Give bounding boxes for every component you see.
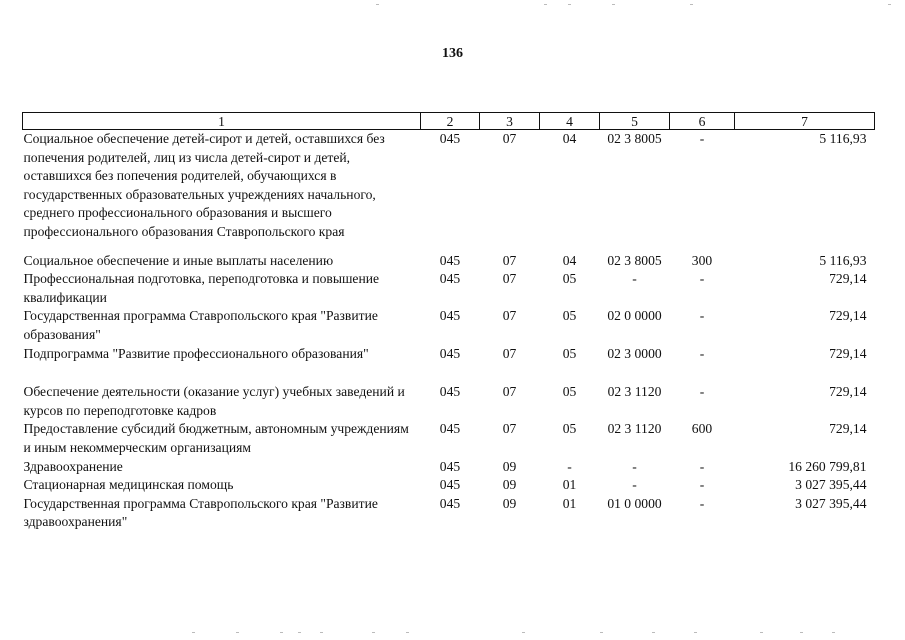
row-code-subsection: - <box>567 458 572 474</box>
header-col-2: 2 <box>421 113 480 130</box>
row-code-section: 07 <box>502 308 517 324</box>
header-col-7: 7 <box>735 113 875 130</box>
budget-table <box>22 112 875 532</box>
row-code-target: 02 3 1120 <box>607 384 662 400</box>
row-name: Предоставление субсидий бюджетным, автономным учреждениям и иным некоммерческим организациям <box>23 421 409 455</box>
row-code-expense-type: - <box>699 477 705 493</box>
row-code-section: 07 <box>502 345 517 361</box>
row-amount: 729,14 <box>829 421 867 437</box>
table-row <box>23 476 875 495</box>
row-code-target: 01 0 0000 <box>607 495 662 511</box>
row-name: Государственная программа Ставропольского края "Развитие образования" <box>23 308 378 342</box>
row-amount: 3 027 395,44 <box>795 477 867 493</box>
header-col-4: 4 <box>540 113 600 130</box>
row-amount: 729,14 <box>829 384 867 400</box>
row-code-section: 07 <box>502 252 517 268</box>
row-amount: 729,14 <box>829 308 867 324</box>
table-row <box>23 270 875 307</box>
row-code-section: 09 <box>502 458 517 474</box>
row-code-subsection: 01 <box>562 495 577 511</box>
row-code-expense-type: - <box>699 131 705 146</box>
row-code-subsection: 05 <box>562 271 577 287</box>
row-code-subsection: 05 <box>562 308 577 324</box>
row-name: Профессиональная подготовка, переподготовка и повышение квалификации <box>23 271 380 305</box>
table-row <box>23 383 875 420</box>
row-code-ministry: 045 <box>439 131 461 146</box>
row-code-expense-type: - <box>699 345 705 361</box>
table-row <box>23 495 875 532</box>
row-code-ministry: 045 <box>439 252 461 268</box>
row-code-section: 09 <box>502 477 517 493</box>
row-amount: 3 027 395,44 <box>795 495 867 511</box>
table-row <box>23 458 875 477</box>
row-code-subsection: 01 <box>562 477 577 493</box>
header-col-3: 3 <box>480 113 540 130</box>
row-name: Обеспечение деятельности (оказание услуг) учебных заведений и курсов по переподготовке кадров <box>23 384 405 418</box>
row-code-expense-type: - <box>699 384 705 400</box>
row-code-expense-type: 600 <box>691 421 713 437</box>
row-code-expense-type: - <box>699 271 705 287</box>
row-code-ministry: 045 <box>439 477 461 493</box>
row-code-section: 09 <box>502 495 517 511</box>
row-code-section: 07 <box>502 384 517 400</box>
row-code-expense-type: - <box>699 495 705 511</box>
row-code-subsection: 05 <box>562 345 577 361</box>
table-row <box>23 307 875 344</box>
row-code-target: - <box>632 271 637 287</box>
row-name: Здравоохранение <box>23 458 123 474</box>
row-amount: 729,14 <box>829 271 867 287</box>
header-col-1: 1 <box>23 113 421 130</box>
row-name: Подпрограмма "Развитие профессионального образования" <box>23 345 369 361</box>
row-amount: 729,14 <box>829 345 867 361</box>
row-code-subsection: 05 <box>562 384 577 400</box>
table-row <box>23 345 875 384</box>
row-code-expense-type: - <box>699 458 705 474</box>
row-code-ministry: 045 <box>439 345 461 361</box>
table-row <box>23 420 875 457</box>
row-code-ministry: 045 <box>439 458 461 474</box>
row-code-target: 02 3 8005 <box>607 131 662 146</box>
row-name: Стационарная медицинская помощь <box>23 477 234 493</box>
row-code-ministry: 045 <box>439 271 461 287</box>
row-code-ministry: 045 <box>439 308 461 324</box>
row-code-section: 07 <box>502 421 517 437</box>
scan-marks-top <box>0 4 905 6</box>
row-name: Социальное обеспечение и иные выплаты населению <box>23 252 334 268</box>
row-amount: 16 260 799,81 <box>788 458 867 474</box>
row-code-section: 07 <box>502 131 517 146</box>
header-col-6: 6 <box>670 113 735 130</box>
row-code-subsection: 05 <box>562 421 577 437</box>
row-code-subsection: 04 <box>562 252 577 268</box>
row-code-target: 02 3 1120 <box>607 421 662 437</box>
header-col-5: 5 <box>600 113 670 130</box>
row-code-target: 02 3 0000 <box>607 345 662 361</box>
row-code-ministry: 045 <box>439 495 461 511</box>
row-amount: 5 116,93 <box>819 131 867 146</box>
row-code-target: 02 3 8005 <box>607 252 662 268</box>
row-code-target: 02 0 0000 <box>607 308 662 324</box>
row-code-ministry: 045 <box>439 421 461 437</box>
row-code-section: 07 <box>502 271 517 287</box>
row-code-ministry: 045 <box>439 384 461 400</box>
row-code-expense-type: - <box>699 308 705 324</box>
page-number: 136 <box>442 46 463 61</box>
row-amount: 5 116,93 <box>819 252 867 268</box>
row-name: Государственная программа Ставропольского края "Развитие здравоохранения" <box>23 495 378 530</box>
row-name: Социальное обеспечение детей-сирот и детей, оставшихся без попечения родителей, лиц из числа детей-сирот и детей, оставшихся без попечения родителей, обучающихся в государственных образовательных учреждениях начального, среднего профессионального образования и высшего профессионального образования Ставропольского края <box>23 131 385 239</box>
table-header-row <box>23 113 875 130</box>
row-code-expense-type: 300 <box>691 252 713 268</box>
row-code-target: - <box>632 477 637 493</box>
scan-marks-bottom <box>0 632 905 634</box>
table-row <box>23 252 875 271</box>
table-row <box>23 130 875 252</box>
row-code-subsection: 04 <box>562 131 577 146</box>
row-code-target: - <box>632 458 637 474</box>
